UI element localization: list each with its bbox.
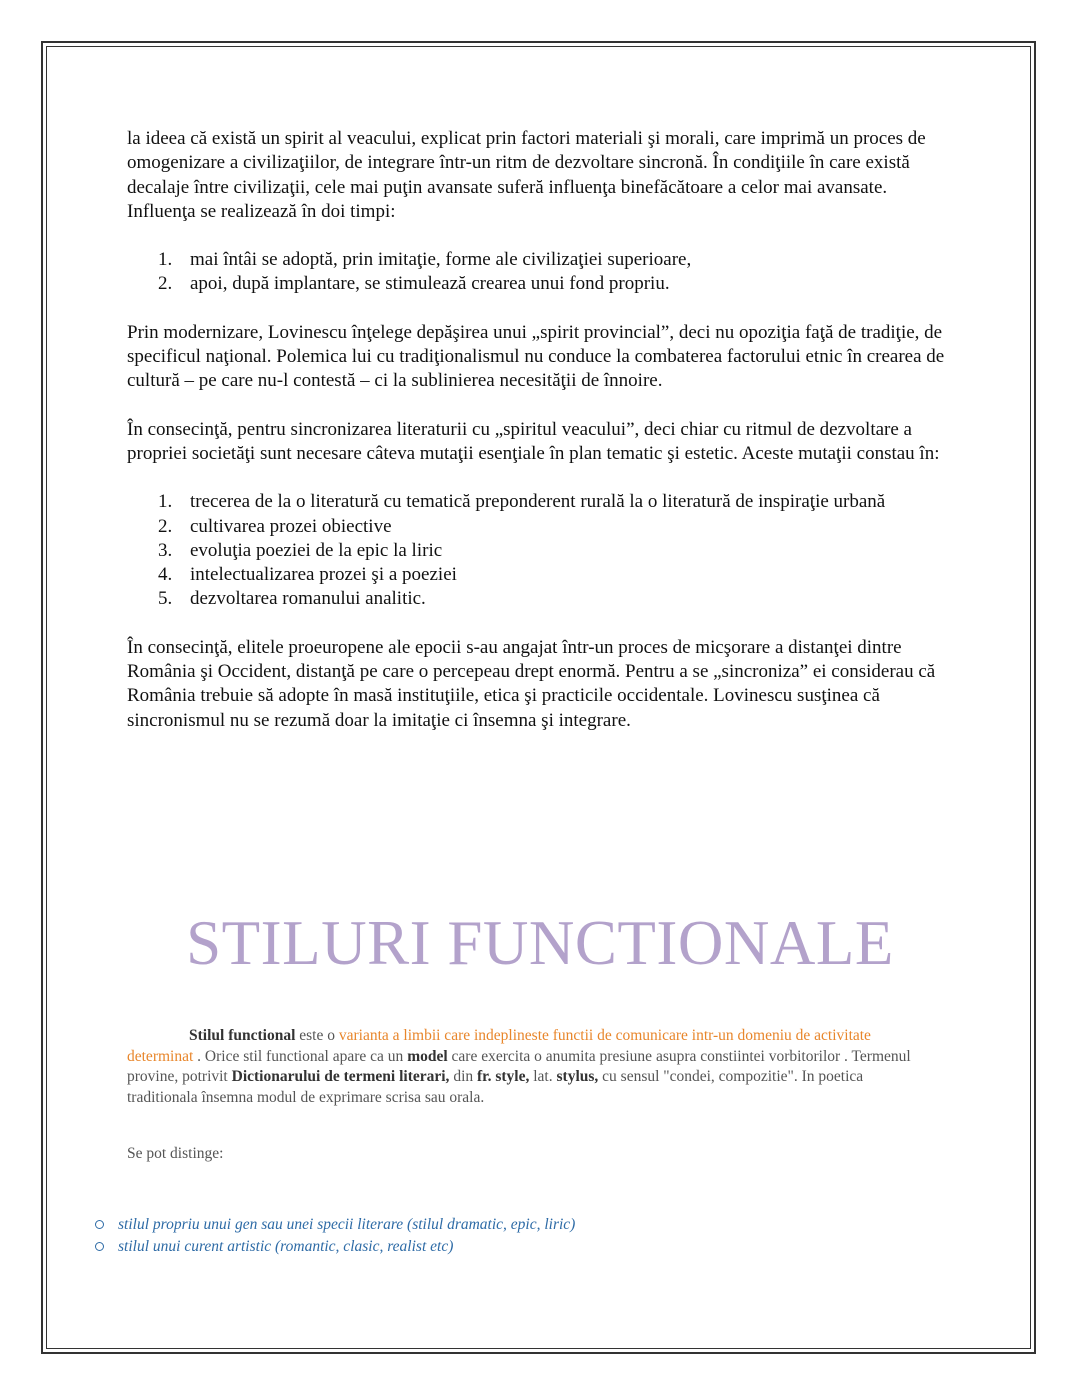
list-item: 2. apoi, după implantare, se stimulează crearea unui fond propriu. <box>158 273 670 295</box>
term-bold: Stilul functional <box>189 1027 296 1044</box>
paragraph-3: În consecinţă, pentru sincronizarea literaturii cu „spiritul veacului”, deci chiar cu ritmul de dezvoltare a propriei societăţi sunt necesare câteva mutaţii esenţiale în plan tematic şi estetic. Aceste mutaţii constau în: <box>127 418 940 464</box>
bullet-list <box>95 1214 575 1258</box>
list-item: stilul propriu unui gen sau unei specii literare (stilul dramatic, epic, liric) <box>95 1214 575 1236</box>
distinge-label: Se pot distinge: <box>127 1145 224 1162</box>
list-item: 1. mai întâi se adoptă, prin imitaţie, forme ale civilizaţiei superioare, <box>158 249 692 271</box>
paragraph-1b: Influenţa se realizează în doi timpi: <box>127 200 396 222</box>
circle-bullet-icon <box>95 1220 104 1229</box>
list-item: 3. evoluţia poeziei de la epic la liric <box>158 539 443 561</box>
paragraph-4: În consecinţă, elitele proeuropene ale epocii s-au angajat într-un proces de micşorare a distanţei dintre România şi Occident, distanţă pe care o percepeau drept enormă. Pentru a se „sincroniza” ei considerau că România trebuie să adopte în masă instituţiile, etica şi practicile occidentale. Lovinescu susţinea că sincronismul nu se rezumă doar la imitaţie ci însemna şi integrare. <box>127 636 936 731</box>
circle-bullet-icon <box>95 1242 104 1251</box>
paragraph-2: Prin modernizare, Lovinescu înţelege depăşirea unui „spirit provincial”, deci nu opoziţia faţă de tradiţie, de specificul naţional. Polemica lui cu tradiţionalismul nu conduce la combaterea factorului etnic în crearea de cultură – pe care nu-l contestă – ci la sublinierea necesităţii de înnoire. <box>127 321 945 392</box>
section-title-block <box>0 908 1080 978</box>
list-item: 1. trecerea de la o literatură cu tematică preponderent rurală la o literatură de inspiraţie urbană <box>158 491 886 513</box>
numbered-list-1 <box>127 248 957 297</box>
list-item: stilul unui curent artistic (romantic, clasic, realist etc) <box>95 1236 575 1258</box>
list-item: 5. dezvoltarea romanului analitic. <box>158 588 426 610</box>
highlighted-definition: varianta a limbii care indeplineste functii de comunicare intr-un domeniu de activitate determinat <box>127 1027 871 1065</box>
definition-paragraph: Stilul functional este o varianta a limbii care indeplineste functii de comunicare intr-un domeniu de activitate determinat . Orice stil functional apare ca un model care exercita o anumita presiune asupra constiintei vorbitorilor . Termenul provine, potrivit Dictionarului de termeni literari, din fr. style, lat. stylus, cu sensul "condei, compozitie". In poetica traditionala însemna modul de exprimare scrisa sau orala. <box>127 1027 911 1106</box>
section-title: STILURI FUNCTIONALE <box>186 908 894 978</box>
paragraph-1: la ideea că există un spirit al veacului, explicat prin factori materiali şi morali, care imprimă un proces de omogenizare a civilizaţiilor, de integrare într-un ritm de dezvoltare sincronă. În condiţiile în care există decalaje între civilizaţii, cele mai puţin avansate suferă influenţa binefăcătoare a celor mai avansate. <box>127 128 926 198</box>
list-item: 2. cultivarea prozei obiective <box>158 515 392 537</box>
numbered-list-2 <box>127 490 957 611</box>
list-item: 4. intelectualizarea prozei şi a poeziei <box>158 564 457 586</box>
body-text <box>127 127 957 733</box>
